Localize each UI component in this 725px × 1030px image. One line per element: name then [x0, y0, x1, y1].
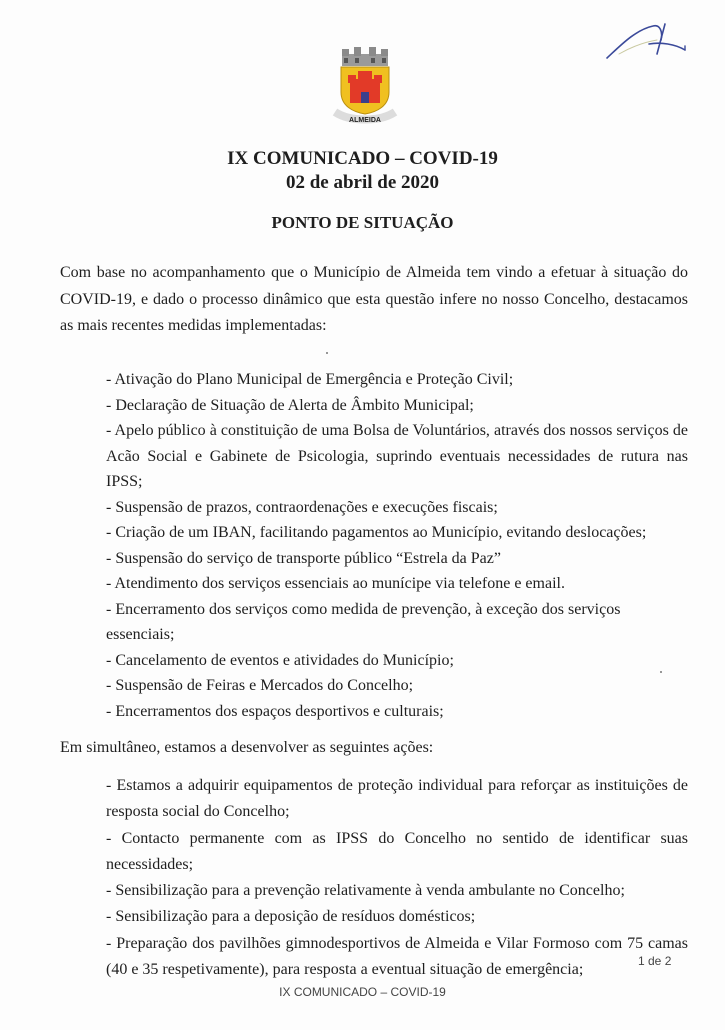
- document-date: 02 de abril de 2020: [285, 172, 440, 193]
- actions-list: [106, 773, 688, 983]
- list-item: - Atendimento dos serviços essenciais ao munícipe via telefone e email.: [106, 575, 565, 592]
- intro-paragraph: Com base no acompanhamento que o Município de Almeida tem vindo a efetuar à situação do COVID-19, e dado o processo dinâmico que esta questão infere no nosso Concelho, destacamos as mais recentes medidas implementadas:: [60, 264, 688, 334]
- page-footer: IX COMUNICADO – COVID-19: [279, 985, 446, 999]
- crest-label: ALMEIDA: [349, 117, 381, 124]
- list-item: - Sensibilização para a prevenção relativamente à venda ambulante no Concelho;: [106, 882, 625, 900]
- section-heading: PONTO DE SITUAÇÃO: [271, 213, 454, 232]
- municipal-coat-of-arms-icon: [330, 46, 400, 126]
- list-item: - Declaração de Situação de Alerta de Âmbito Municipal;: [106, 396, 474, 414]
- list-item: - Encerramento dos serviços como medida de prevenção, à exceção dos serviços essenciais;: [106, 600, 621, 643]
- list-item: - Criação de um IBAN, facilitando pagamentos ao Município, evitando deslocações;: [106, 524, 647, 541]
- page-number: 1 de 2: [638, 954, 672, 968]
- scan-speck: [326, 352, 328, 354]
- document-title: IX COMUNICADO – COVID-19: [227, 148, 498, 169]
- list-item: - Sensibilização para a deposição de resíduos domésticos;: [106, 908, 476, 926]
- list-item: - Contacto permanente com as IPSS do Concelho no sentido de identificar suas necessidades;: [106, 829, 688, 873]
- handwritten-signature-icon: [605, 18, 695, 63]
- list-item: - Estamos a adquirir equipamentos de proteção individual para reforçar as instituições de resposta social do Concelho;: [106, 777, 688, 821]
- scan-speck: [660, 671, 662, 673]
- list-item: - Suspensão de Feiras e Mercados do Concelho;: [106, 677, 414, 694]
- list-item: - Ativação do Plano Municipal de Emergência e Proteção Civil;: [106, 371, 514, 388]
- list-item: - Apelo público à constituição de uma Bolsa de Voluntários, através dos nossos serviços de Acão Social e Gabinete de Psicologia, suprindo eventuais necessidades de rutura nas IPSS;: [106, 422, 688, 490]
- list-item: - Cancelamento de eventos e atividades do Município;: [106, 651, 454, 669]
- list-item: - Encerramentos dos espaços desportivos e culturais;: [106, 702, 444, 720]
- list-item: - Suspensão de prazos, contraordenações e execuções fiscais;: [106, 498, 498, 516]
- list-item: - Preparação dos pavilhões gimnodesportivos de Almeida e Vilar Formoso com 75 camas (40 e 35 respetivamente), para resposta a eventual situação de emergência;: [106, 934, 688, 979]
- list-item: - Suspensão do serviço de transporte público “Estrela da Paz”: [106, 549, 501, 567]
- actions-intro: Em simultâneo, estamos a desenvolver as seguintes ações:: [60, 739, 434, 756]
- measures-list: [106, 367, 688, 724]
